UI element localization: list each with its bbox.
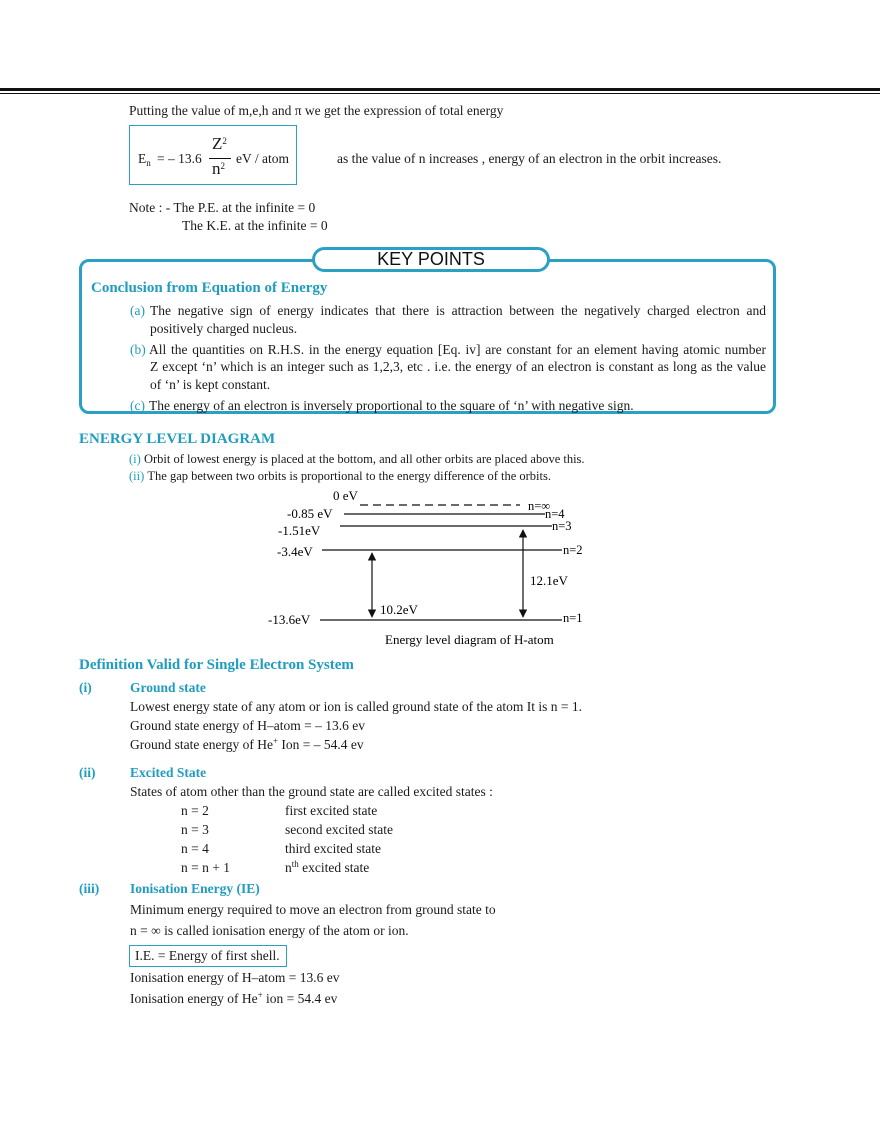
key-point-c-marker: (c)	[130, 398, 145, 413]
key-points-title: Conclusion from Equation of Energy	[91, 280, 328, 296]
energy-label: -13.6eV	[268, 612, 311, 627]
note-line-2: The K.E. at the infinite = 0	[182, 218, 328, 233]
ground-state-marker: (i)	[79, 680, 92, 695]
excited-state-heading: Excited State	[130, 765, 207, 780]
ground-state-line: Ground state energy of H–atom = – 13.6 ev	[130, 718, 365, 733]
intro-prefix: Putting the value of m,e,h and	[129, 103, 292, 118]
formula-lhs: $E_n$	[138, 151, 151, 168]
arrow-label: 10.2eV	[380, 602, 418, 617]
key-points-tab: KEY POINTS	[312, 247, 550, 272]
n-label: n=3	[552, 519, 572, 533]
key-point-a-line: The negative sign of energy indicates that there is attraction between the negatively charged electron and	[150, 303, 766, 318]
intro-suffix: we get the expression of total energy	[304, 103, 504, 118]
diagram-caption: Energy level diagram of H-atom	[385, 632, 554, 647]
excited-row-n: n = 4	[181, 841, 209, 856]
pi-symbol: π	[294, 103, 302, 118]
eld-item-1: (i) Orbit of lowest energy is placed at the bottom, and all other orbits are placed above this.	[129, 452, 585, 466]
formula-coefficient: = – 13.6	[157, 151, 202, 166]
ionisation-line: Ionisation energy of He+ ion = 54.4 ev	[130, 990, 338, 1006]
ie-boxed-text: I.E. = Energy of first shell.	[135, 948, 280, 963]
excited-row-desc: $n^{th}$ excited state	[285, 859, 370, 875]
excited-row-desc: second excited state	[285, 822, 393, 837]
ground-state-line: Ground state energy of He+ Ion = – 54.4 ev	[130, 736, 364, 752]
excited-row-desc: third excited state	[285, 841, 381, 856]
energy-label: 0 eV	[333, 488, 358, 503]
key-point-c-line: The energy of an electron is inversely proportional to the square of ‘n’ with negative sign.	[149, 398, 634, 413]
energy-level-diagram-title: ENERGY LEVEL DIAGRAM	[79, 431, 276, 447]
energy-label: -1.51eV	[278, 523, 321, 538]
formula-denominator: $n^2$	[212, 159, 225, 178]
energy-label: -0.85 eV	[287, 506, 333, 521]
definitions-title: Definition Valid for Single Electron System	[79, 657, 354, 673]
key-point-b-line: All the quantities on R.H.S. in the energy equation [Eq. iv] are constant for an element having atomic number	[149, 342, 766, 357]
ground-state-line: Lowest energy state of any atom or ion is called ground state of the atom It is n = 1.	[130, 699, 583, 714]
ground-state-heading: Ground state	[130, 680, 206, 695]
key-point-b-line: Z except ‘n’ which is an integer such as 1,2,3, etc . i.e. the energy of an electron is constant as long as the value	[150, 359, 766, 374]
key-point-a-line: positively charged nucleus.	[150, 321, 298, 336]
formula-note: as the value of n increases , energy of an electron in the orbit increases.	[337, 151, 722, 166]
energy-label: -3.4eV	[277, 544, 313, 559]
ionisation-marker: (iii)	[79, 881, 100, 896]
arrow-label: 12.1eV	[530, 573, 568, 588]
key-point-b-marker: (b)	[130, 342, 146, 357]
n-label: n=1	[563, 611, 583, 625]
excited-state-intro: States of atom other than the ground state are called excited states :	[130, 784, 493, 799]
excited-row-n: n = 2	[181, 803, 209, 818]
ionisation-line: Minimum energy required to move an electron from ground state to	[130, 902, 496, 917]
formula-unit: eV / atom	[236, 151, 289, 166]
excited-row-n: n = n + 1	[181, 860, 230, 875]
n-label: n=4	[545, 507, 565, 521]
eld-item-2: (ii) The gap between two orbits is proportional to the energy difference of the orbits.	[129, 469, 551, 483]
key-point-a-marker: (a)	[130, 303, 145, 318]
n-label: n=∞	[528, 499, 551, 513]
key-point-b-line: of ‘n’ is kept constant.	[150, 377, 271, 392]
ionisation-heading: Ionisation Energy (IE)	[130, 881, 260, 896]
note-line-1: Note : - The P.E. at the infinite = 0	[129, 200, 316, 215]
ionisation-line: n = ∞ is called ionisation energy of the atom or ion.	[130, 923, 409, 938]
n-label: n=2	[563, 543, 583, 557]
excited-row-desc: first excited state	[285, 803, 378, 818]
formula-numerator: $Z^2$	[212, 134, 227, 153]
excited-state-marker: (ii)	[79, 765, 96, 780]
ionisation-line: Ionisation energy of H–atom = 13.6 ev	[130, 970, 340, 985]
excited-row-n: n = 3	[181, 822, 209, 837]
